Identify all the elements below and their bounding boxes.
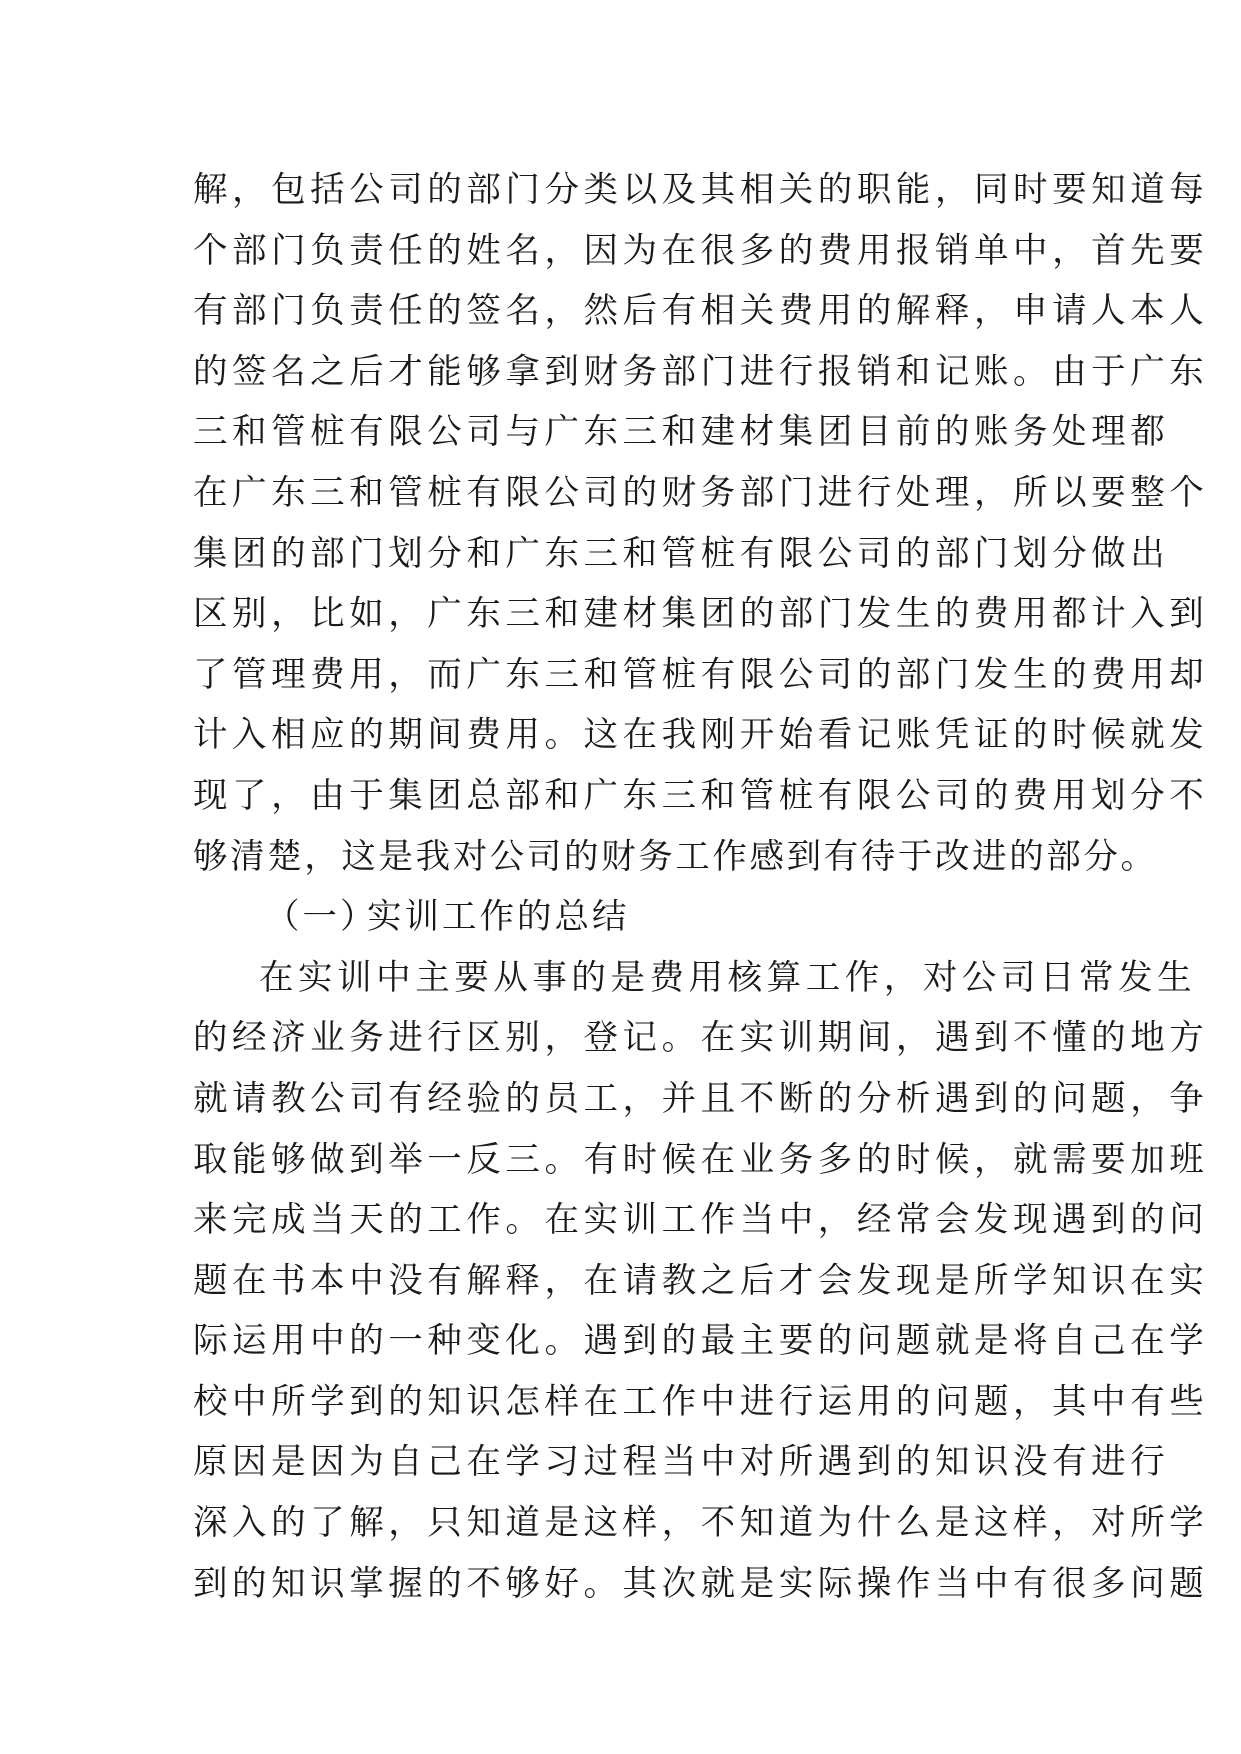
text-line: 原因是因为自己在学习过程当中对所遇到的知识没有进行 (193, 1442, 1170, 1483)
text-line: 有部门负责任的签名，然后有相关费用的解释，申请人本人 (193, 291, 1209, 332)
text-line: 取能够做到举一反三。有时候在业务多的时候，就需要加班 (193, 1139, 1209, 1180)
document-body (193, 160, 1209, 1614)
text-line: 到的知识掌握的不够好。其次就是实际操作当中有很多问题 (193, 1563, 1209, 1604)
text-line: 三和管桩有限公司与广东三和建材集团目前的账务处理都 (193, 412, 1170, 453)
text-line: 现了，由于集团总部和广东三和管桩有限公司的费用划分不 (193, 775, 1209, 816)
section-heading (193, 887, 1073, 948)
section-title: 实训工作的总结 (367, 897, 630, 938)
text-line: 来完成当天的工作。在实训工作当中，经常会发现遇到的问 (193, 1200, 1209, 1241)
paragraph-1 (193, 160, 1209, 887)
text-line: 校中所学到的知识怎样在工作中进行运用的问题，其中有些 (193, 1381, 1209, 1422)
text-line: 够清楚，这是我对公司的财务工作感到有待于改进的部分。 (193, 836, 1158, 877)
text-line: 的签名之后才能够拿到财务部门进行报销和记账。由于广东 (193, 351, 1209, 392)
text-line: 区别，比如，广东三和建材集团的部门发生的费用都计入到 (193, 594, 1209, 635)
text-line: 就请教公司有经验的员工，并且不断的分析遇到的问题，争 (193, 1078, 1209, 1119)
text-line: 了管理费用，而广东三和管桩有限公司的部门发生的费用却 (193, 654, 1209, 695)
text-line: 题在书本中没有解释，在请教之后才会发现是所学知识在实 (193, 1260, 1209, 1301)
paragraph-2 (193, 948, 1209, 1615)
text-line: 际运用中的一种变化。遇到的最主要的问题就是将自己在学 (193, 1321, 1209, 1362)
text-line: 深入的了解，只知道是这样，不知道为什么是这样，对所学 (193, 1503, 1209, 1544)
section-number: （一） (265, 897, 378, 938)
text-line: 集团的部门划分和广东三和管桩有限公司的部门划分做出 (193, 533, 1170, 574)
text-line: 解，包括公司的部门分类以及其相关的职能，同时要知道每 (193, 170, 1209, 210)
text-line: 个部门负责任的姓名，因为在很多的费用报销单中，首先要 (193, 230, 1209, 271)
text-line: 的经济业务进行区别，登记。在实训期间，遇到不懂的地方 (193, 1018, 1209, 1059)
text-line: 在实训中主要从事的是费用核算工作，对公司日常发生 (259, 957, 1197, 998)
text-line: 计入相应的期间费用。这在我刚开始看记账凭证的时候就发 (193, 715, 1209, 756)
text-line: 在广东三和管桩有限公司的财务部门进行处理，所以要整个 (193, 472, 1209, 513)
